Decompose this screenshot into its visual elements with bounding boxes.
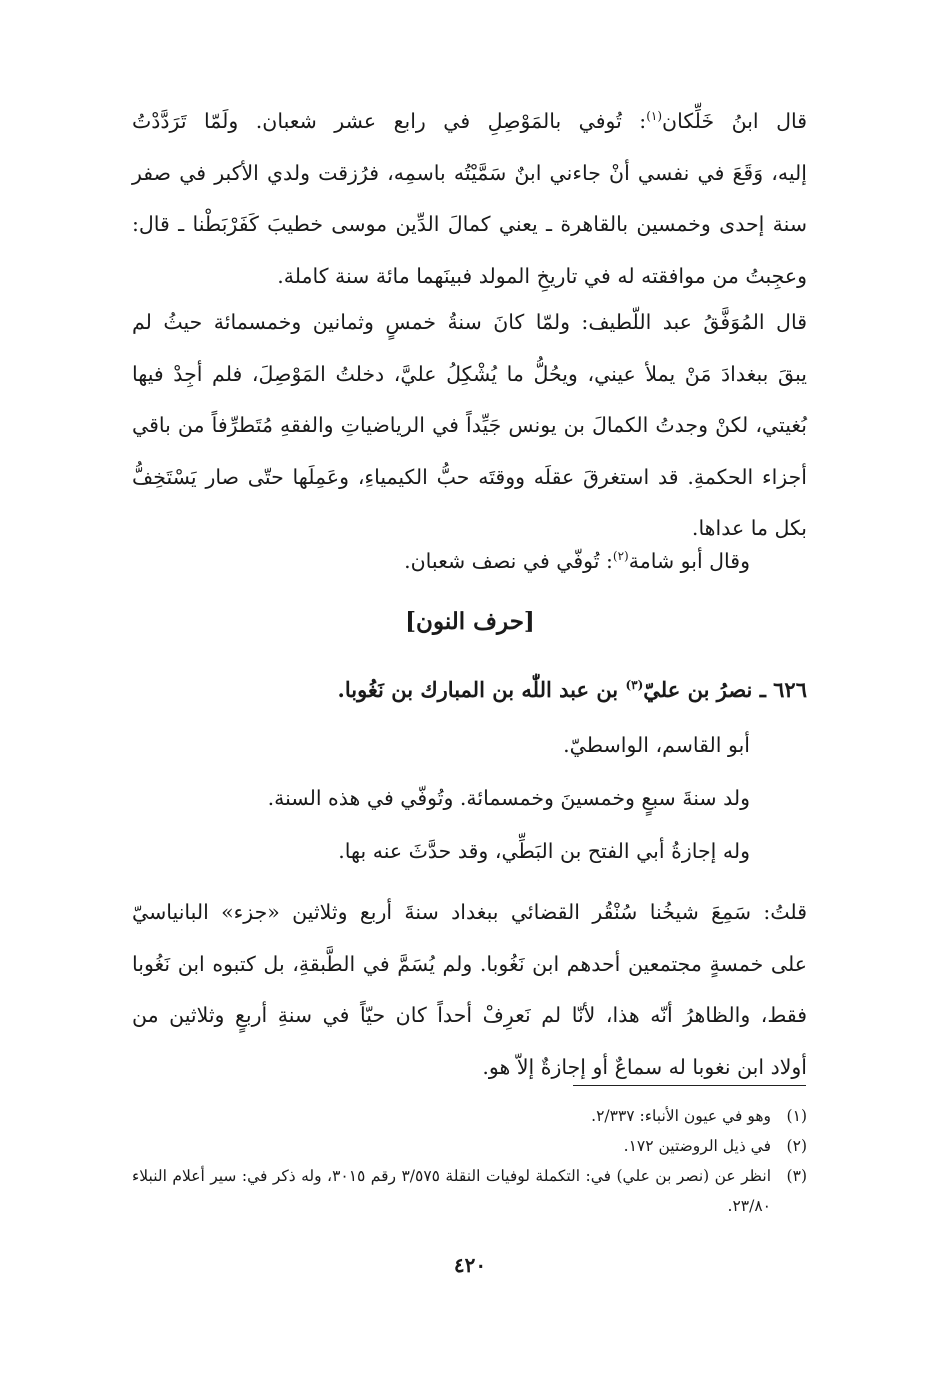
text-run: : تُوفّي في نصف شعبان. <box>404 549 613 573</box>
footnote-item <box>132 1101 807 1131</box>
footnote-text: في ذيل الروضتين ١٧٢. <box>623 1137 771 1155</box>
text-line: إليه، وَقَعَ في نفسي أنْ جاءني ابنٌ سَمَّيْتُه باسمِه، فرُزقت ولدي الأكبر في صفر <box>132 160 807 185</box>
text-run: قال ابنُ خَلِّكان <box>662 109 808 133</box>
footnote-number: (٢) <box>786 1137 807 1155</box>
text-line: بكل ما عداها. <box>691 516 807 540</box>
paragraph-qultu <box>132 887 807 1093</box>
text-line: وعجِبتُ من موافقته له في تاريخِ المولد فبينَهما مائة سنة كاملة. <box>277 263 807 288</box>
footnote-number: (١) <box>786 1107 807 1125</box>
footnote-number: (٣) <box>786 1167 807 1185</box>
text-line <box>130 536 750 588</box>
footnotes <box>132 1101 807 1221</box>
paragraph-abu-shama <box>130 536 750 588</box>
footnote-ref: (٣) <box>625 678 644 692</box>
text-line: أولاد ابن نغوبا له سماعٌ أو إجازةٌ إلاّ هو. <box>482 1054 807 1079</box>
entry-title-text: بن عبد اللّٰه بن المبارك بن نَغُوبا. <box>337 677 626 702</box>
text-line: فقط، والظاهرُ أنّه هذا، لأنّا لم نَعرِفْ أحداً كان حيّاً في سنةِ أربعٍ وثلاثين من <box>132 1003 807 1027</box>
text-line: على خمسةٍ مجتمعين أحدهم ابن نَغُوبا. ولم يُسَمَّ في الطَّبقةِ، بل كتبوه ابن نَغُوبا <box>132 951 807 976</box>
footnote-ref: (١) <box>646 109 663 124</box>
footnote-text: انظر عن (نصر بن علي) في: التكملة لوفيات النقلة ٣/٥٧٥ رقم ٣٠١٥، وله ذكر في: سير أعلام النبلاء ٢٣/٨٠. <box>132 1167 771 1215</box>
entry-dates-line: ولد سنةَ سبعٍ وخمسينَ وخمسمائة. وتُوفّي في هذه السنة. <box>267 786 750 810</box>
page-number: ٤٢٠ <box>453 1253 487 1277</box>
entry-title <box>132 668 807 712</box>
text-line: قلتُ: سَمِعَ شيخُنا سُنْقُر القضائي ببغداد سنةَ أربع وثلاثين «جزء» البانياسيّ <box>132 900 807 924</box>
entry-kunya-line: أبو القاسم، الواسطيّ. <box>563 733 750 757</box>
text-run: : تُوفي بالمَوْصِلِ في رابع عشر شعبان. ولَمّا تَرَدَّدْتُ <box>132 109 647 133</box>
section-heading: [حرف النون] <box>405 608 535 635</box>
footnote-separator <box>573 1085 806 1086</box>
footnote-item <box>132 1161 807 1221</box>
text-run: وقال أبو شامة <box>628 549 750 573</box>
text-line: أجزاء الحكمةِ. قد استغرقَ عقلَه ووقتَه حبُّ الكيمياءِ، وعَمِلَها حتّى صار يَسْتَخِفُّ <box>132 464 807 489</box>
text-line: بُغيتي، لكنْ وجدتُ الكمالَ بن يونس جَيِّداً في الرياضياتِ والفقهِ مُتَطرِّفاً من باقي <box>132 413 807 437</box>
footnote-item <box>132 1131 807 1161</box>
text-line <box>132 96 807 148</box>
paragraph-abd-al-latif <box>132 297 807 555</box>
text-line: سنة إحدى وخمسين بالقاهرة ـ يعني كمالَ الدِّين موسى خطيبَ كَفَرْبَطْنا ـ قال: <box>132 212 807 236</box>
text-line: قال المُوَفَّقُ عبد اللّطيف: ولمّا كانَ سنةُ خمسٍ وثمانين وخمسمائة حيثُ لم <box>132 310 807 334</box>
entry-ijaza-line: وله إجازةُ أبي الفتح بن البَطِّي، وقد حدَّثَ عنه بها. <box>338 839 750 863</box>
paragraph-ibn-khallikan <box>132 96 807 302</box>
entry-title-text: ٦٢٦ ـ نصرُ بن عليّ <box>643 677 807 702</box>
footnote-ref: (٢) <box>612 549 629 564</box>
footnote-text: وهو في عيون الأنباء: ٢/٣٣٧. <box>591 1107 771 1125</box>
text-line: يبقَ ببغدادَ مَنْ يملأ عيني، ويحُلُّ ما يُشْكِلُ عليَّ، دخلتُ المَوْصِلَ، فلم أجِدْ فيها <box>132 361 807 386</box>
